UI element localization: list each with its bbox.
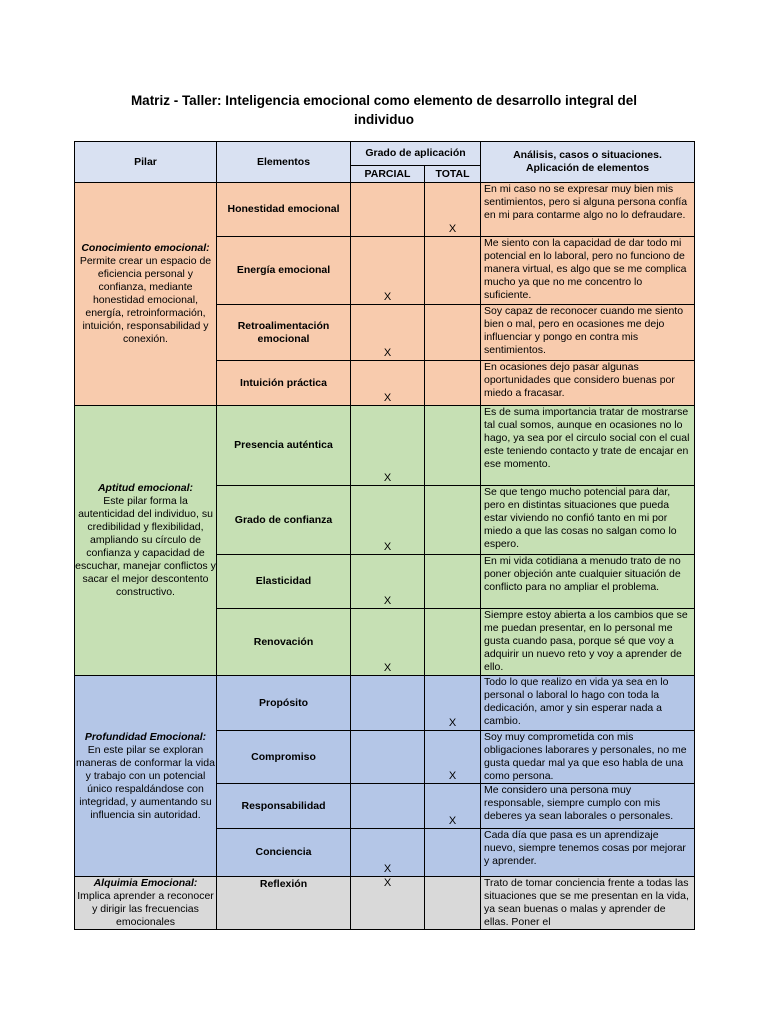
matrix-body <box>75 183 695 930</box>
element-cell: Presencia auténtica <box>217 406 351 486</box>
analysis-cell: Cada día que pasa es un aprendizaje nuevo, siempre tenemos cosas por mejorar y aprender. <box>481 829 695 877</box>
parcial-mark: X <box>383 541 392 553</box>
parcial-mark: X <box>383 877 392 889</box>
element-cell: Compromiso <box>217 731 351 784</box>
parcial-mark: X <box>383 291 392 303</box>
parcial-mark-cell <box>351 784 425 829</box>
parcial-mark-cell <box>351 829 425 877</box>
element-cell: Reflexión <box>217 877 351 930</box>
emotional-intelligence-matrix <box>74 141 695 930</box>
parcial-mark-cell <box>351 237 425 305</box>
total-mark-cell <box>425 361 481 406</box>
header-analisis-line-1: Análisis, casos o situaciones. <box>513 149 662 161</box>
analysis-cell: En mi vida cotidiana a menudo trato de no poner objeción ante cualquier situación de conflicto para no ampliar el problema. <box>481 555 695 609</box>
total-mark-cell <box>425 486 481 555</box>
element-cell: Energía emocional <box>217 237 351 305</box>
table-row <box>75 877 695 930</box>
table-row <box>75 406 695 486</box>
element-cell: Honestidad emocional <box>217 183 351 237</box>
parcial-mark: X <box>383 662 392 674</box>
total-mark-cell <box>425 877 481 930</box>
pillar-name: Alquimia Emocional: <box>93 877 198 889</box>
pillar-name: Aptitud emocional: <box>97 482 194 494</box>
total-mark-cell <box>425 829 481 877</box>
parcial-mark: X <box>383 347 392 359</box>
parcial-mark: X <box>383 392 392 404</box>
element-cell: Retroalimentación emocional <box>217 305 351 361</box>
total-mark-cell <box>425 237 481 305</box>
total-mark-cell <box>425 609 481 676</box>
total-mark: X <box>448 717 457 729</box>
parcial-mark-cell <box>351 486 425 555</box>
analysis-cell: Trato de tomar conciencia frente a todas las situaciones que se me presentan en la vida, ya sean buenas o malas y aprender de ellas. Poner el <box>481 877 695 930</box>
element-cell: Renovación <box>217 609 351 676</box>
analysis-cell: En ocasiones dejo pasar algunas oportunidades que considero buenas por miedo a fracasar. <box>481 361 695 406</box>
analysis-cell: Se que tengo mucho potencial para dar, pero en distintas situaciones que pueda estar viviendo no confió tanto en mi por miedo a que las cosas no salgan como lo espero. <box>481 486 695 555</box>
pillar-cell <box>75 877 217 930</box>
element-cell: Intuición práctica <box>217 361 351 406</box>
analysis-cell: En mi caso no se expresar muy bien mis sentimientos, pero si alguna persona confía en mi para contarme algo no lo defraudare. <box>481 183 695 237</box>
analysis-cell: Me siento con la capacidad de dar todo mi potencial en lo laboral, pero no funciono de manera virtual, es algo que se me complica mucho ya que no me concentro lo suficiente. <box>481 237 695 305</box>
parcial-mark: X <box>383 472 392 484</box>
pillar-description: Permite crear un espacio de eficiencia personal y confianza, mediante honestidad emocional, energía, retroinformación, intuición, responsabilidad y conexión. <box>79 255 212 345</box>
pillar-name: Profundidad Emocional: <box>84 730 207 743</box>
table-row <box>75 676 695 731</box>
document-title <box>100 91 668 129</box>
parcial-mark-cell <box>351 183 425 237</box>
parcial-mark-cell <box>351 877 425 930</box>
total-mark-cell <box>425 784 481 829</box>
header-total: TOTAL <box>425 166 481 183</box>
parcial-mark-cell <box>351 406 425 486</box>
parcial-mark-cell <box>351 731 425 784</box>
element-cell: Conciencia <box>217 829 351 877</box>
total-mark-cell <box>425 676 481 731</box>
pillar-description: Implica aprender a reconocer y dirigir las frecuencias emocionales <box>77 890 214 928</box>
element-cell: Grado de confianza <box>217 486 351 555</box>
analysis-cell: Todo lo que realizo en vida ya sea en lo personal o laboral lo hago con toda la dedicación, amor y sin esperar nada a cambio. <box>481 676 695 731</box>
element-cell: Propósito <box>217 676 351 731</box>
pillar-cell <box>75 183 217 406</box>
pillar-cell <box>75 406 217 676</box>
element-cell: Responsabilidad <box>217 784 351 829</box>
parcial-mark-cell <box>351 305 425 361</box>
total-mark-cell <box>425 183 481 237</box>
analysis-cell: Es de suma importancia tratar de mostrarse tal cual somos, aunque en ocasiones no lo hago, ya sea por el circulo social con el cual este teniendo contacto y trate de encajar en ese momento. <box>481 406 695 486</box>
total-mark-cell <box>425 305 481 361</box>
header-pilar: Pilar <box>75 142 217 183</box>
pillar-name: Conocimiento emocional: <box>81 242 210 254</box>
total-mark-cell <box>425 731 481 784</box>
header-analisis <box>481 142 695 183</box>
analysis-cell: Soy muy comprometida con mis obligaciones laborares y personales, no me gusta quedar mal ya que eso habla de una como persona. <box>481 731 695 784</box>
parcial-mark: X <box>383 863 392 875</box>
table-row <box>75 183 695 237</box>
total-mark-cell <box>425 555 481 609</box>
total-mark: X <box>448 815 457 827</box>
header-elementos: Elementos <box>217 142 351 183</box>
parcial-mark-cell <box>351 609 425 676</box>
total-mark: X <box>448 223 457 235</box>
header-grado: Grado de aplicación <box>351 142 481 166</box>
header-analisis-line-2: Aplicación de elementos <box>525 162 650 174</box>
pillar-description: En este pilar se exploran maneras de conformar la vida y trabajo con un potencial único respaldándose con integridad, y aumentando su influencia sin autoridad. <box>76 743 215 821</box>
parcial-mark-cell <box>351 676 425 731</box>
total-mark: X <box>448 770 457 782</box>
parcial-mark: X <box>383 595 392 607</box>
parcial-mark-cell <box>351 555 425 609</box>
analysis-cell: Me considero una persona muy responsable, siempre cumplo con mis deberes ya sean laborales o personales. <box>481 784 695 829</box>
title-line-1: Matriz - Taller: Inteligencia emocional como elemento de desarrollo integral del <box>130 93 638 108</box>
title-line-2: individuo <box>354 112 414 127</box>
pillar-description: Este pilar forma la autenticidad del individuo, su credibilidad y flexibilidad, ampliando su círculo de confianza y capacidad de escuchar, manejar conflictos y sacar el mejor descontento constructivo. <box>75 495 216 598</box>
total-mark-cell <box>425 406 481 486</box>
parcial-mark-cell <box>351 361 425 406</box>
analysis-cell: Siempre estoy abierta a los cambios que se me puedan presentar, en lo personal me gusta cuando pasa, porque sé que voy a adquirir un nuevo reto y voy a aprender de ello. <box>481 609 695 676</box>
analysis-cell: Soy capaz de reconocer cuando me siento bien o mal, pero en ocasiones me dejo influenciar y pongo en contra mis sentimientos. <box>481 305 695 361</box>
pillar-cell <box>75 676 217 877</box>
header-parcial: PARCIAL <box>351 166 425 183</box>
element-cell: Elasticidad <box>217 555 351 609</box>
